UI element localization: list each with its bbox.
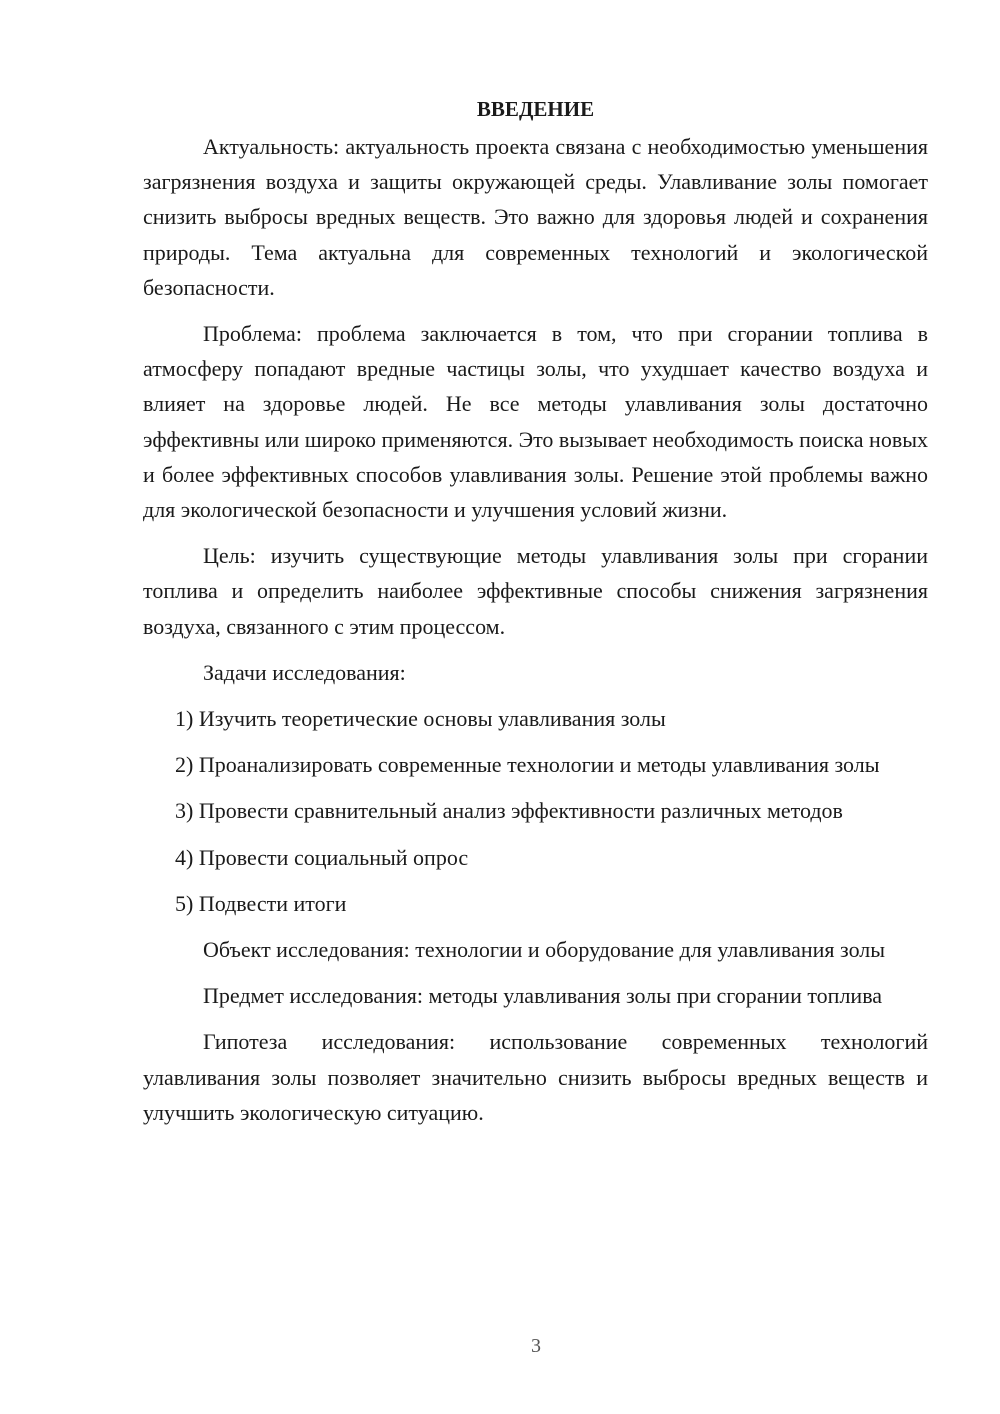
paragraph-relevance: Актуальность: актуальность проекта связана с необходимостью уменьшения загрязнения воздуха и защиты окружающей среды. Улавливание золы помогает снизить выбросы вредных веществ. Это важно для здоровья людей и сохранения природы. Тема актуальна для современных технологий и экологической безопасности. <box>143 134 928 300</box>
section-title: ВВЕДЕНИЕ <box>476 97 595 121</box>
task-item-4: 4) Провести социальный опрос <box>175 844 469 870</box>
task-item-1: 1) Изучить теоретические основы улавливания золы <box>175 706 666 732</box>
paragraph-tasks-heading: Задачи исследования: <box>203 659 406 685</box>
document-page <box>143 92 928 1141</box>
task-item-5: 5) Подвести итоги <box>175 890 347 916</box>
page-number: 3 <box>531 1335 541 1357</box>
paragraph-object: Объект исследования: технологии и оборудование для улавливания золы <box>203 937 886 963</box>
task-item-3: 3) Провести сравнительный анализ эффективности различных методов <box>175 798 843 824</box>
paragraph-goal: Цель: изучить существующие методы улавливания золы при сгорании топлива и определить наиболее эффективные способы снижения загрязнения воздуха, связанного с этим процессом. <box>143 543 928 639</box>
paragraph-problem: Проблема: проблема заключается в том, что при сгорании топлива в атмосферу попадают вредные частицы золы, что ухудшает качество воздуха и влияет на здоровье людей. Не все методы улавливания золы достаточно эффективны или широко применяются. Это вызывает необходимость поиска новых и более эффективных способов улавливания золы. Решение этой проблемы важно для экологической безопасности и улучшения условий жизни. <box>143 321 928 523</box>
paragraph-hypothesis: Гипотеза исследования: использование современных технологий улавливания золы позволяет значительно снизить выбросы вредных веществ и улучшить экологическую ситуацию. <box>143 1029 928 1125</box>
paragraph-subject: Предмет исследования: методы улавливания золы при сгорании топлива <box>203 983 883 1009</box>
task-item-2: 2) Проанализировать современные технологии и методы улавливания золы <box>175 752 880 778</box>
